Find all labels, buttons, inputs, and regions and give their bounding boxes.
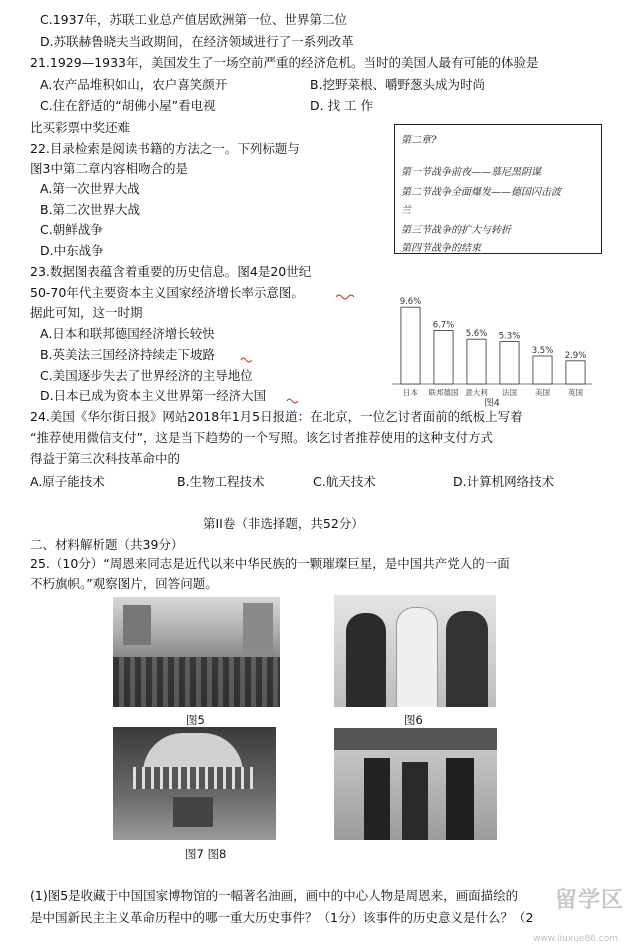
bar-2	[467, 339, 486, 384]
person-middle	[396, 607, 438, 707]
outline-section-4: 第四节战争的结束	[401, 243, 481, 254]
q24-option-c: C.航天技术	[313, 474, 376, 489]
podium	[173, 797, 213, 827]
building-shape	[123, 605, 151, 645]
bar-3	[500, 342, 519, 384]
q22-stem-2: 图3中第二章内容相吻合的是	[30, 161, 188, 176]
category-label: 日本	[403, 388, 418, 397]
bar-value-label: 5.6%	[465, 329, 488, 340]
option-c-prev: C.1937年，苏联工业总产值居欧洲第一位、世界第二位	[40, 12, 348, 27]
red-wavy-underline	[335, 292, 355, 302]
person-shape	[446, 758, 474, 840]
figure-5-caption: 图5	[186, 713, 205, 727]
bar-4	[533, 356, 552, 384]
building-shape	[243, 603, 273, 653]
figure-5-oil-painting	[113, 597, 280, 707]
category-label: 美国	[535, 388, 550, 397]
red-wavy-underline	[240, 355, 254, 365]
bar-value-label: 5.3%	[498, 331, 521, 342]
aircraft-door	[334, 728, 497, 750]
category-label: 法国	[502, 388, 517, 397]
q21-option-a: A.农产品堆积如山，农户喜笑颜开	[40, 77, 228, 92]
q25-sub1-line-1: (1)图5是收藏于中国国家博物馆的一幅著名油画，画中的中心人物是周恩来，画面描绘的	[30, 888, 519, 903]
bar-value-label: 9.6%	[399, 297, 422, 308]
q21-option-d-cont: 比买彩票中奖还难	[30, 120, 131, 135]
q22-option-b: B.第二次世界大战	[40, 202, 141, 217]
q25-stem-1: 25.（10分）“周恩来同志是近代以来中华民族的一颗璀璨巨星，是中国共产党人的一面	[30, 556, 510, 571]
option-d-prev: D.苏联赫鲁晓夫当政期间，在经济领域进行了一系列改革	[40, 34, 354, 49]
q23-option-d: D.日本已成为资本主义世界第一经济大国	[40, 388, 267, 403]
q23-stem-1: 23.数据图表蕴含着重要的历史信息。图4是20世纪	[30, 264, 312, 279]
category-label: 意大利	[465, 388, 488, 397]
figure-6-caption: 图6	[404, 713, 423, 727]
bar-value-label: 6.7%	[432, 320, 455, 331]
q24-stem-3: 得益于第三次科技革命中的	[30, 451, 181, 466]
flags-row	[133, 767, 253, 789]
bars-group	[400, 297, 587, 397]
figure-7-8-caption: 图7 图8	[185, 847, 227, 861]
watermark-url: www.liuxue86.com	[533, 934, 618, 944]
part-2-header: 第II卷（非选择题，共52分）	[203, 516, 364, 531]
outline-section-3: 第三节战争的扩大与转折	[401, 225, 511, 236]
category-label: 英国	[568, 388, 583, 397]
q22-option-d: D.中东战争	[40, 243, 104, 258]
figure-6-photo	[334, 595, 496, 707]
q24-option-d: D.计算机网络技术	[453, 474, 555, 489]
person-shape	[364, 758, 390, 840]
watermark-logo: 留学区	[554, 888, 624, 913]
bar-value-label: 3.5%	[531, 346, 554, 356]
q21-option-c: C.住在舒适的“胡佛小屋”看电视	[40, 98, 216, 113]
crowd-shape	[113, 657, 280, 707]
q25-sub1-line-2: 是中国新民主主义革命历程中的哪一重大历史事件？（1分）该事件的历史意义是什么？（2	[30, 910, 534, 925]
q22-option-a: A.第一次世界大战	[40, 181, 140, 196]
q22-option-c: C.朝鲜战争	[40, 222, 103, 237]
q23-option-c: C.美国逐步失去了世界经济的主导地位	[40, 368, 253, 383]
q25-stem-2: 不朽旗帜。”观察图片，回答问题。	[30, 576, 218, 591]
q23-option-b: B.英美法三国经济持续走下坡路	[40, 347, 216, 362]
q24-stem-2: “推荐使用微信支付”，这是当下趋势的一个写照。该乞讨者推荐使用的这种支付方式	[30, 430, 493, 445]
category-label: 联邦德国	[428, 388, 459, 397]
bar-1	[434, 330, 453, 384]
q21-option-b: B.挖野菜根、嚼野葱头成为时尚	[310, 77, 486, 92]
outline-section-2-cont: 兰	[401, 205, 411, 216]
q23-stem-2: 50-70年代主要资本主义国家经济增长率示意图。	[30, 285, 304, 300]
figure-4-caption: 图4	[484, 398, 500, 409]
outline-section-2: 第二节战争全面爆发——德国闪击波	[401, 187, 561, 198]
bar-0	[401, 307, 420, 384]
person-left	[346, 613, 386, 707]
q23-option-a: A.日本和联邦德国经济增长较快	[40, 326, 215, 341]
red-wavy-underline	[286, 396, 300, 406]
figure-8-photo	[334, 728, 497, 840]
q21-option-d: D. 找 工 作	[310, 98, 374, 113]
q24-option-b: B.生物工程技术	[177, 474, 265, 489]
q22-stem-1: 22.目录检索是阅读书籍的方法之一。下列标题与	[30, 141, 300, 156]
figure-7-photo	[113, 727, 276, 840]
bar-value-label: 2.9%	[564, 350, 587, 361]
person-shape	[402, 762, 428, 840]
bar-5	[566, 361, 585, 384]
q23-stem-3: 据此可知，这一时期	[30, 305, 143, 320]
q21-stem: 21.1929—1933年，美国发生了一场空前严重的经济危机。当时的美国人最有可能的体验是	[30, 55, 539, 70]
person-right	[446, 611, 488, 707]
figure-4-bar-chart	[388, 290, 596, 410]
q24-option-a: A.原子能技术	[30, 474, 105, 489]
figure-3-outline-box	[394, 124, 602, 254]
outline-title: 第二章?	[401, 135, 437, 146]
section-title: 二、材料解析题（共39分）	[30, 537, 184, 552]
q24-stem-1: 24.美国《华尔街日报》网站2018年1月5日报道：在北京，一位乞讨者面前的纸板上写着	[30, 409, 523, 424]
outline-section-1: 第一节战争前夜——慕尼黑阴谋	[401, 167, 541, 178]
